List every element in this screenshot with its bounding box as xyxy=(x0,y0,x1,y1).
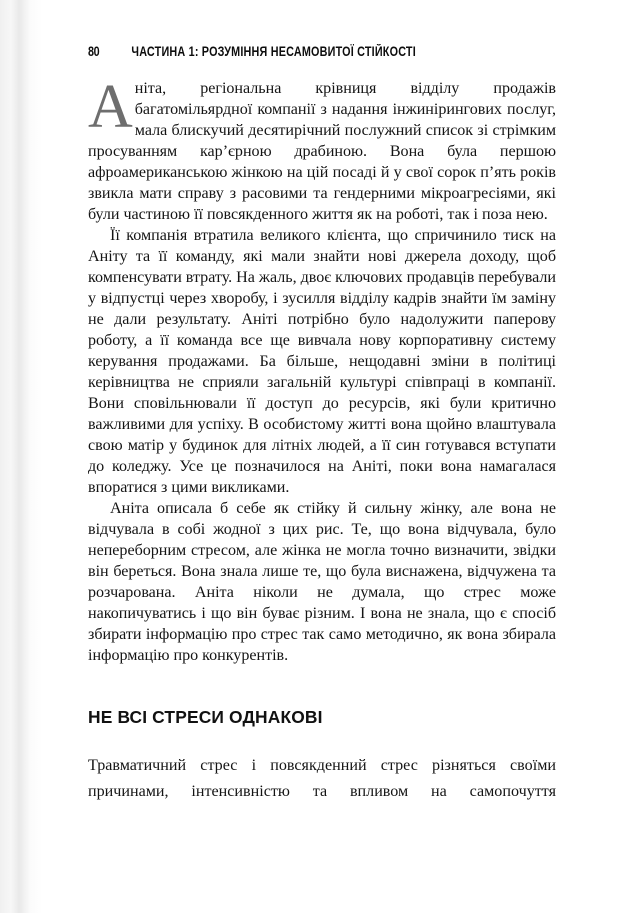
running-head-title: ЧАСТИНА 1: РОЗУМІННЯ НЕСАМОВИТОЇ СТІЙКОСТІ xyxy=(131,44,417,59)
paragraph-3: Аніта описала б себе як стійку й сильну жінку, але вона не відчувала в собі жодної з цих рис. Те, що вона відчувала, було непереборним стресом, але жінка не могла точно визначити, звідки він береться. Вона знала лише те, що була виснажена, відчужена та розчарована. Аніта ніколи не думала, що стрес може накопичуватись і що він буває різним. І вона не знала, що є спосіб збирати інформацію про стрес так само методично, як вона збирала інформацію про конкурентів. xyxy=(88,500,556,664)
body-text-block xyxy=(88,73,556,666)
paragraph-1 xyxy=(88,73,556,225)
paragraph-4-block xyxy=(88,753,556,831)
section-heading: НЕ ВСІ СТРЕСИ ОДНАКОВІ xyxy=(88,707,323,727)
paragraph-4: Травматичний стрес і повсякденний стрес різняться своїми причинами, інтенсивністю та впливом на самопочуття xyxy=(88,757,556,800)
page-number: 80 xyxy=(88,44,100,59)
running-head xyxy=(88,44,496,59)
paragraph-1-text: ніта, регіональна крівниця відділу продажів багатомільярдної компанії з надання інжинірингових послуг, мала блискучий десятирічний послужний список зі стрімким просуванням кар’єрною драбиною. Вона була першою афроамериканською жінкою на цій посаді й у свої сорок п’ять років звикла мати справу з расовими та гендерними мікроагресіями, які були частиною її повсякденного життя як на роботі, так і поза нею. xyxy=(88,80,556,223)
paragraph-2: Її компанія втратила великого клієнта, що спричинило тиск на Аніту та її команду, які мали знайти нові джерела доходу, щоб компенсувати втрату. На жаль, двоє ключових продавців перебували у відпустці через хворобу, і зусилля відділу кадрів знайти їм заміну не дали результату. Аніті потрібно було надолужити паперову роботу, а її команда все ще вивчала нову корпоративну систему керування продажами. Ба більше, нещодавні зміни в політиці керівництва не сприяли загальній культурі співпраці в компанії. Вони сповільнювали її доступ до ресурсів, які були критично важливими для успіху. В особистому житті вона щойно влаштувала свою матір у будинок для літніх людей, а її син готувався вступати до коледжу. Усе це позначилося на Аніті, поки вона намагалася впоратися з цими викликами. xyxy=(88,227,556,496)
drop-cap-letter: А xyxy=(88,73,133,141)
